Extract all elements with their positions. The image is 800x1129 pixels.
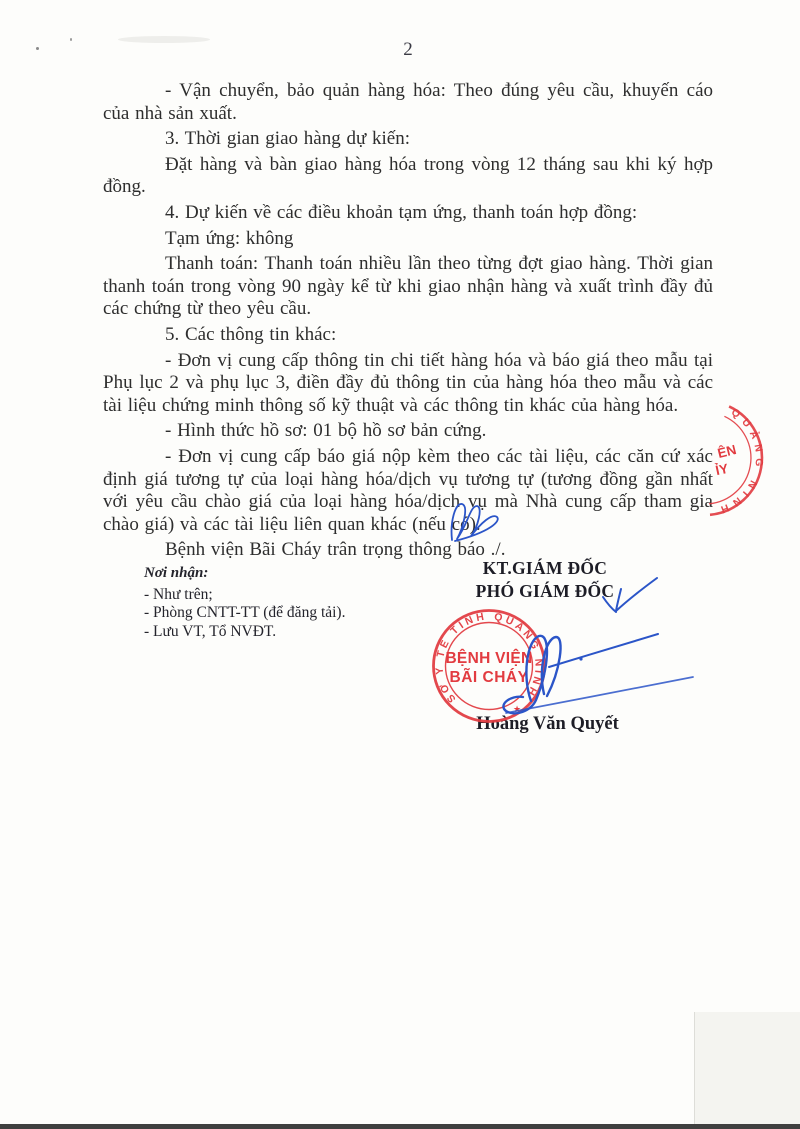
signature-title-block	[440, 557, 650, 602]
svg-text:SỞ Y TẾ TỈNH QUẢNG NINH	[434, 611, 545, 705]
paragraph-heading-3: 3. Thời gian giao hàng dự kiến:	[165, 128, 410, 150]
scan-speck	[36, 47, 39, 50]
recipient-item: - Như trên;	[144, 585, 213, 603]
paragraph-heading-5: 5. Các thông tin khác:	[165, 323, 337, 345]
paragraph-attachments: - Đơn vị cung cấp báo giá nộp kèm theo các tài liệu, các căn cứ xác định giá tương tự của loại hàng hóa/dịch vụ tương tự (tương đồng gần nhất với yêu cầu chào giá của loại hàng hóa/dịch vụ mà Nhà cung cấp tham gia chào giá) và các tài liệu liên quan khác (nếu có).	[103, 445, 713, 535]
svg-text:QUẢNG NINH	[719, 406, 765, 515]
paragraph-payment: Thanh toán: Thanh toán nhiều lần theo từng đợt giao hàng. Thời gian thanh toán trong vòng 90 ngày kể từ khi giao nhận hàng và xuất trình đầy đủ các chứng từ theo yêu cầu.	[103, 253, 713, 320]
paragraph-transport: - Vận chuyển, bảo quản hàng hóa: Theo đúng yêu cầu, khuyến cáo của nhà sản xuất.	[103, 80, 713, 124]
stamp-star-icon: ★	[512, 704, 522, 714]
recipient-item: - Phòng CNTT-TT (để đăng tải).	[144, 604, 346, 622]
closing-line: Bệnh viện Bãi Cháy trân trọng thông báo ./.	[165, 539, 506, 561]
scan-bottom-edge	[0, 1124, 800, 1129]
signature-scribble-icon	[503, 634, 693, 713]
recipients-block	[144, 564, 345, 641]
partial-stamp-rim-text: QUẢNG NINH	[719, 406, 766, 516]
signature-title-line1: KT.GIÁM ĐỐC	[482, 558, 608, 578]
recipients-heading: Nơi nhận:	[144, 565, 209, 581]
signature-title-line2: PHÓ GIÁM ĐỐC	[475, 580, 615, 601]
paragraph-delivery: Đặt hàng và bàn giao hàng hóa trong vòng 12 tháng sau khi ký hợp đồng.	[103, 153, 713, 198]
partial-stamp-fragment2: ỈY	[714, 460, 730, 479]
scan-smudge	[118, 36, 210, 43]
document-body	[103, 80, 713, 562]
stamp-center-line2: BÃI CHÁY	[449, 669, 529, 686]
paragraph-advance: Tạm ứng: không	[165, 227, 294, 249]
stamp-rim-text: SỞ Y TẾ TỈNH QUẢNG NINH	[433, 610, 545, 705]
paragraph-dossier: - Hình thức hồ sơ: 01 bộ hồ sơ bản cứng.	[165, 420, 487, 442]
scan-edge-strip	[694, 1012, 800, 1125]
page-number: 2	[403, 39, 413, 60]
stamp-center-line1: BỆNH VIỆN	[445, 650, 533, 667]
paragraph-quote-form: - Đơn vị cung cấp thông tin chi tiết hàng hóa và báo giá theo mẫu tại Phụ lục 2 và phụ lục 3, điền đầy đủ thông tin của hàng hóa theo mẫu và các tài liệu chứng minh thông số kỹ thuật và các thông tin khác của hàng hóa.	[103, 349, 713, 416]
scan-speck	[70, 38, 72, 41]
partial-stamp-fragment1: ÊN	[715, 441, 738, 462]
paragraph-heading-4: 4. Dự kiến về các điều khoản tạm ứng, thanh toán hợp đồng:	[165, 201, 638, 223]
signer-name: Hoàng Văn Quyết	[476, 714, 619, 734]
recipient-item: - Lưu VT, Tổ NVĐT.	[144, 622, 277, 640]
